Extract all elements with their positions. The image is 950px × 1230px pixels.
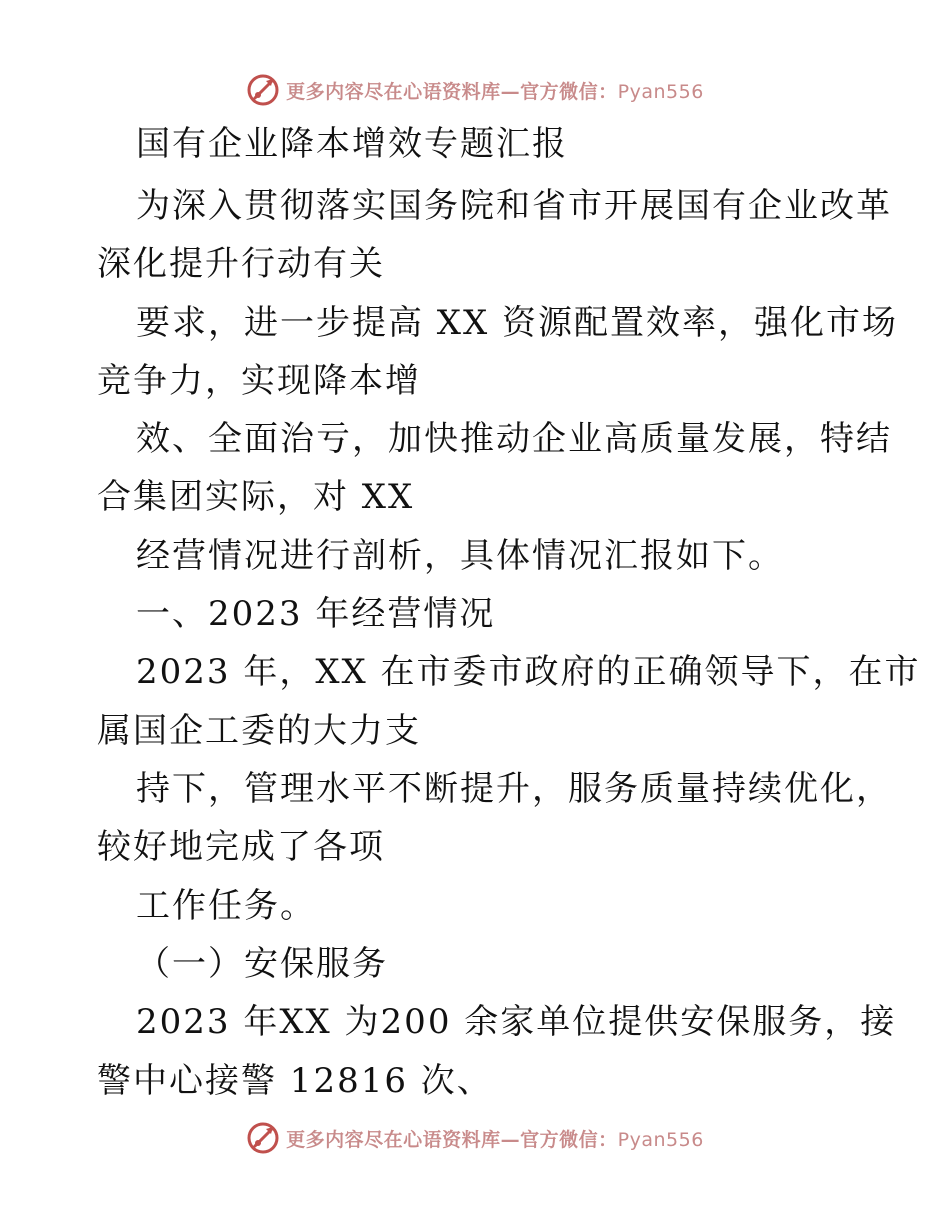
- paragraph-line: 较好地完成了各项: [97, 827, 385, 867]
- watermark-wechat-id: Pyan556: [617, 1128, 704, 1151]
- paragraph-line: 2023 年XX 为200 余家单位提供安保服务，接: [136, 1002, 897, 1042]
- brush-logo-icon: [246, 73, 280, 107]
- header-watermark: [0, 70, 950, 110]
- paragraph-line: 经营情况进行剖析，具体情况汇报如下。: [136, 536, 784, 576]
- subsection-heading: （一）安保服务: [136, 944, 388, 984]
- paragraph-line: 持下，管理水平不断提升，服务质量持续优化，: [136, 769, 892, 809]
- paragraph-line: 合集团实际，对 XX: [97, 477, 415, 517]
- document-title: 国有企业降本增效专题汇报: [136, 124, 568, 164]
- paragraph-line: 要求，进一步提高 XX 资源配置效率，强化市场: [136, 303, 899, 343]
- footer-watermark: [0, 1118, 950, 1158]
- watermark-text: 更多内容尽在心语资料库—官方微信：Pyan556: [286, 80, 704, 103]
- section-heading: 一、2023 年经营情况: [136, 594, 496, 634]
- paragraph-line: 属国企工委的大力支: [97, 711, 421, 751]
- paragraph-line: 效、全面治亏，加快推动企业高质量发展，特结: [136, 419, 892, 459]
- paragraph-line: 警中心接警 12816 次、: [97, 1061, 493, 1101]
- brush-logo-icon: [246, 1121, 280, 1155]
- paragraph-line: 竞争力，实现降本增: [97, 361, 421, 401]
- paragraph-line: 2023 年，XX 在市委市政府的正确领导下，在市: [136, 652, 921, 692]
- watermark-text: 更多内容尽在心语资料库—官方微信：Pyan556: [286, 1128, 704, 1151]
- paragraph-line: 为深入贯彻落实国务院和省市开展国有企业改革: [136, 186, 892, 226]
- paragraph-line: 深化提升行动有关: [97, 244, 385, 284]
- watermark-wechat-id: Pyan556: [617, 80, 704, 103]
- paragraph-line: 工作任务。: [136, 886, 316, 926]
